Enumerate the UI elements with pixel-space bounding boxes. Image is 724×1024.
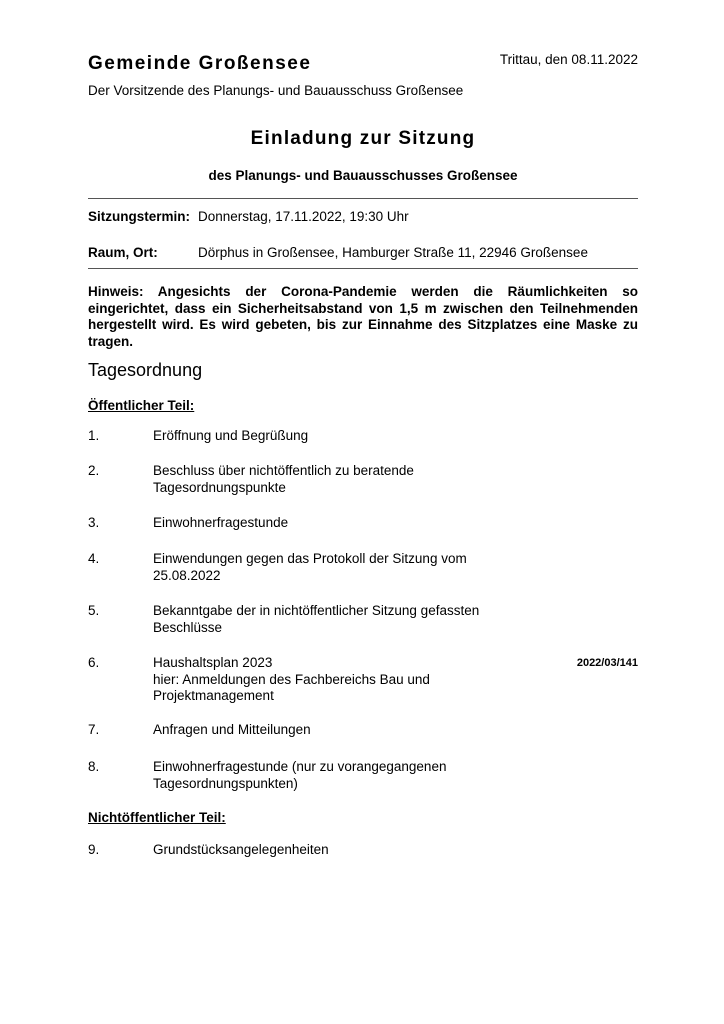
agenda-item-line: Einwohnerfragestunde (nur zu vorangegangenen xyxy=(153,759,447,774)
agenda-item-line: Beschlüsse xyxy=(153,619,223,635)
agenda-item-text xyxy=(153,655,483,705)
agenda-item-line: Grundstücksangelegenheiten xyxy=(153,842,329,857)
agenda-item-line: Bekanntgabe der in nichtöffentlicher Sitzung gefassten xyxy=(153,603,480,618)
agenda-item-line: Tagesordnungspunkte xyxy=(153,479,286,495)
agenda-item-text xyxy=(153,603,483,636)
organization-name: Gemeinde Großensee xyxy=(88,53,312,74)
agenda-item-text xyxy=(153,722,483,739)
agenda-item-number: 2. xyxy=(88,463,100,478)
sender-line: Der Vorsitzende des Planungs- und Bauausschuss Großensee xyxy=(88,83,464,98)
meeting-place-label: Raum, Ort: xyxy=(88,245,158,260)
meeting-place-value: Dörphus in Großensee, Hamburger Straße 11, 22946 Großensee xyxy=(198,245,588,260)
agenda-item-number: 4. xyxy=(88,551,100,566)
agenda-item-text xyxy=(153,515,483,532)
private-section-label: Nichtöffentlicher Teil: xyxy=(88,810,226,825)
agenda-item-text xyxy=(153,551,483,584)
agenda-item-number: 7. xyxy=(88,722,100,737)
public-section-label: Öffentlicher Teil: xyxy=(88,398,195,413)
agenda-item-line: Eröffnung und Begrüßung xyxy=(153,428,309,443)
divider-top xyxy=(88,198,638,199)
agenda-item-line: Einwohnerfragestunde xyxy=(153,515,289,530)
agenda-item-reference: 2022/03/141 xyxy=(576,657,638,669)
agenda-item-line: Einwendungen gegen das Protokoll der Sitzung vom xyxy=(153,551,467,566)
agenda-item-number: 1. xyxy=(88,428,100,443)
meeting-place-row xyxy=(88,245,588,260)
agenda-heading: Tagesordnung xyxy=(88,360,203,380)
notice-text: Hinweis: Angesichts der Corona-Pandemie werden die Räumlichkeiten so eingerichtet, dass ein Sicherheitsabstand von 1,5 m zwischen den Teilnehmenden hergestellt wird. Es wird gebeten, bis zur Einnahme des Sitzplatzes eine Maske zu tragen. xyxy=(88,284,638,349)
document-title: Einladung zur Sitzung xyxy=(250,128,476,149)
document-subtitle: des Planungs- und Bauausschusses Großensee xyxy=(208,168,518,183)
agenda-item-number: 6. xyxy=(88,655,100,670)
meeting-date-value: Donnerstag, 17.11.2022, 19:30 Uhr xyxy=(198,209,409,224)
agenda-item-number: 3. xyxy=(88,515,100,530)
agenda-item-line: Haushaltsplan 2023 xyxy=(153,655,273,670)
agenda-item-text xyxy=(153,842,483,859)
agenda-item-line: Beschluss über nichtöffentlich zu beratende xyxy=(153,463,414,478)
agenda-item-text xyxy=(153,463,483,496)
meeting-date-label: Sitzungstermin: xyxy=(88,209,191,224)
agenda-item-line: hier: Anmeldungen des Fachbereichs Bau und xyxy=(153,671,430,687)
agenda-item-text xyxy=(153,428,483,445)
agenda-item-line: Tagesordnungspunkten) xyxy=(153,775,298,791)
agenda-item-line: Anfragen und Mitteilungen xyxy=(153,722,311,737)
agenda-item-line: Projektmanagement xyxy=(153,688,274,703)
agenda-item-line: 25.08.2022 xyxy=(153,567,221,583)
place-date: Trittau, den 08.11.2022 xyxy=(499,52,638,67)
divider-bottom xyxy=(88,268,638,269)
agenda-item-text xyxy=(153,759,483,792)
meeting-date-row xyxy=(88,209,409,224)
agenda-item-number: 9. xyxy=(88,842,100,857)
agenda-item-number: 5. xyxy=(88,603,100,618)
agenda-item-number: 8. xyxy=(88,759,100,774)
